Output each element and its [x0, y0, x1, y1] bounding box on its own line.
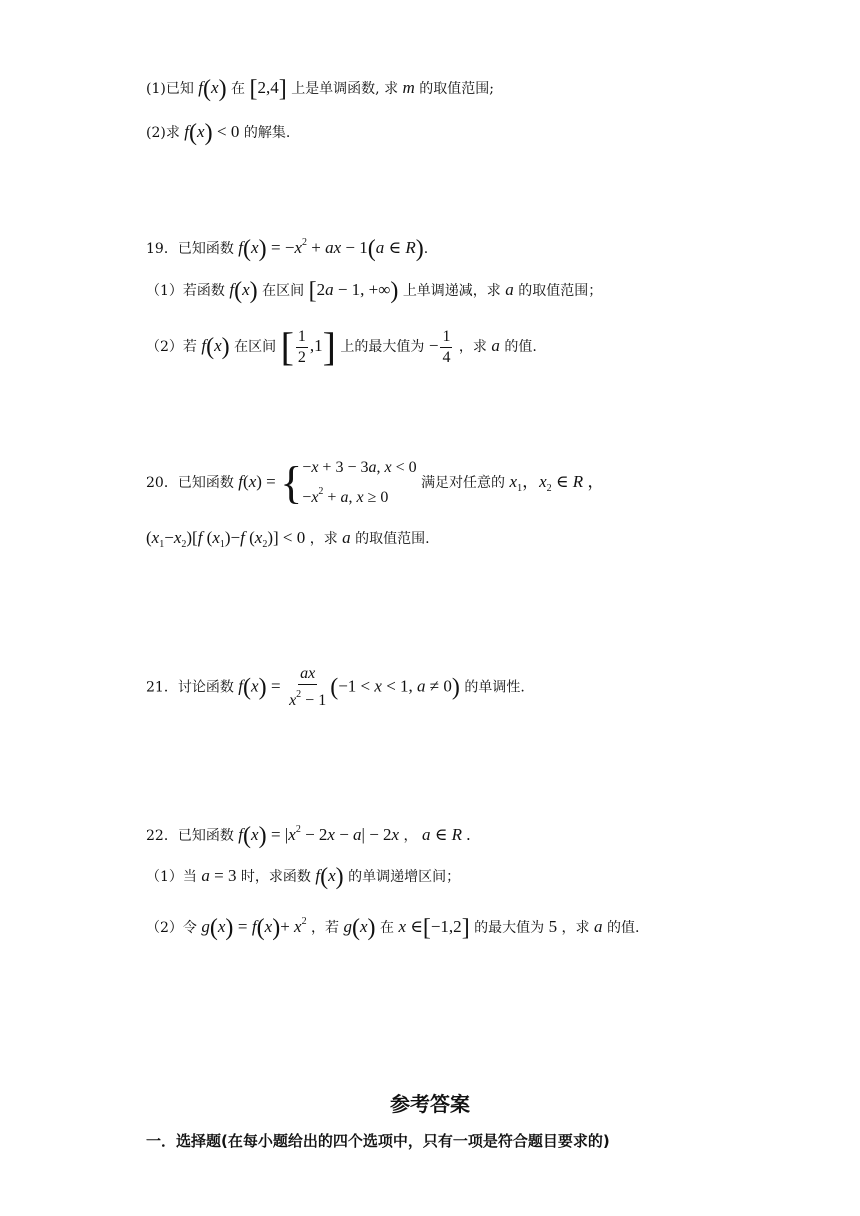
section-heading: 一．选择题(在每小题给出的四个选项中，只有一项是符合题目要求的) [146, 1132, 610, 1150]
q19-part1: （1）若函数 f(x) 在区间 [2a − 1, +∞) 上单调递减，求 a 的取值范围； [146, 278, 603, 304]
math-fx: f [198, 78, 204, 97]
q22-head: 22．已知函数 $f(x) = |x^2 - 2x - a| - 2x$ ， a ∈ R . [146, 823, 471, 849]
piecewise-cases: −x + 3 − 3a, x < 0 $-x^2 + a$, x ≥ 0 [302, 459, 417, 506]
q21-head: 21．讨论函数 f(x) = $\frac{ax}{x^2 - 1}$ (−1 < x < 1, a ≠ 0) 的单调性. [146, 665, 525, 709]
interval-2-4: 2,4 [257, 78, 279, 97]
fraction-one-quarter: $\frac{1}{4}$ [442, 327, 451, 366]
fraction-one-half: $\frac{1}{2}$ [297, 327, 306, 366]
q19-formula: = $-x^2$ + ax − 1 [271, 237, 368, 257]
q22-formula: = $|x^2 - 2x - a| - 2x$ [271, 824, 400, 844]
piecewise-brace: { [280, 457, 303, 508]
q20-head: 20．已知函数 f(x) = { −x + 3 − 3a, x < 0 $-x^2 + a$, x ≥ 0 满足对任意的 $x_1$，$x_2$ ∈ R ， [146, 457, 605, 508]
q18-part2: (2)求 f(x) < 0 的解集. [146, 120, 291, 146]
q22-part2: （2）令 $g(x) = f(x)+ x^2$ ，若 g(x) 在 x ∈[−1,2] 的最大值为 5 ，求 a 的值. [146, 915, 640, 941]
q19-head: 19．已知函数 $f(x) = -x^2$ + ax − 1(a ∈ R). [146, 236, 429, 262]
q20-condition: $(x_1-x_2)[f$ $(x_1)-f$ $(x_2)] < 0$ ，求 a 的取值范围. [146, 528, 430, 550]
q19-part2: （2）若 f(x) 在区间 [ $\frac{1}{2}$ ,1] 上的最大值为 − $\frac{1}{4}$ ，求 a 的值. [146, 324, 537, 369]
q22-part1: （1）当 a = 3 时，求函数 f(x) 的单调递增区间； [146, 864, 461, 890]
answers-title: 参考答案 [390, 1092, 470, 1116]
q18-part1: (1)已知 f(x) 在 [2,4] 上是单调函数, 求 m 的取值范围; [146, 76, 494, 102]
fraction-ax-over: $\frac{ax}{x^2 - 1}$ [289, 665, 327, 709]
